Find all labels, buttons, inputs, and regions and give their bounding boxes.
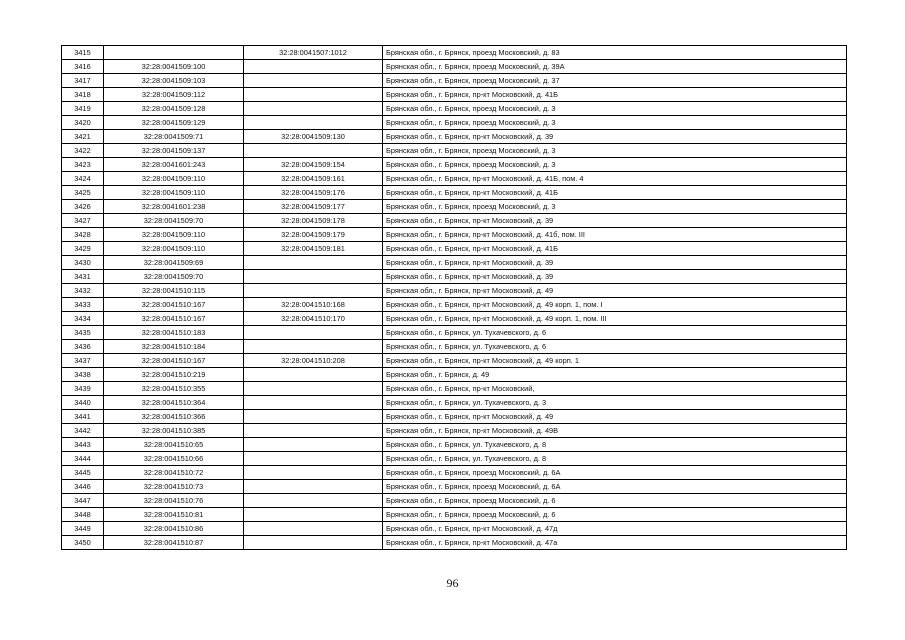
address-cell: Брянская обл., г. Брянск, проезд Московский, д. 39А	[383, 60, 847, 74]
cadastral-number-cell: 32:28:0041510:167	[104, 312, 244, 326]
address-cell: Брянская обл., г. Брянск, проезд Московский, д. 3	[383, 200, 847, 214]
row-number-cell: 3425	[62, 186, 104, 200]
address-cell: Брянская обл., г. Брянск, пр-кт Московский, д. 49	[383, 284, 847, 298]
related-cadastral-number-cell: 32:28:0041510:168	[244, 298, 383, 312]
cadastral-number-cell: 32:28:0041510:366	[104, 410, 244, 424]
row-number-cell: 3450	[62, 536, 104, 550]
table-row	[62, 284, 847, 298]
related-cadastral-number-cell: 32:28:0041510:170	[244, 312, 383, 326]
address-cell: Брянская обл., г. Брянск, проезд Московский, д. 3	[383, 144, 847, 158]
address-cell: Брянская обл., г. Брянск, проезд Московский, д. 83	[383, 46, 847, 60]
table-row	[62, 130, 847, 144]
cadastral-number-cell: 32:28:0041509:110	[104, 186, 244, 200]
table-row	[62, 368, 847, 382]
related-cadastral-number-cell	[244, 60, 383, 74]
table-row	[62, 466, 847, 480]
address-cell: Брянская обл., г. Брянск, проезд Московский, д. 3	[383, 116, 847, 130]
cadastral-number-cell: 32:28:0041510:184	[104, 340, 244, 354]
related-cadastral-number-cell	[244, 452, 383, 466]
address-cell: Брянская обл., г. Брянск, д. 49	[383, 368, 847, 382]
row-number-cell: 3442	[62, 424, 104, 438]
table-row	[62, 508, 847, 522]
related-cadastral-number-cell	[244, 382, 383, 396]
table-row	[62, 46, 847, 60]
address-cell: Брянская обл., г. Брянск, пр-кт Московский, д. 47д	[383, 522, 847, 536]
row-number-cell: 3447	[62, 494, 104, 508]
row-number-cell: 3446	[62, 480, 104, 494]
row-number-cell: 3415	[62, 46, 104, 60]
row-number-cell: 3426	[62, 200, 104, 214]
address-cell: Брянская обл., г. Брянск, пр-кт Московский, д. 39	[383, 214, 847, 228]
related-cadastral-number-cell	[244, 522, 383, 536]
table-row	[62, 102, 847, 116]
address-cell: Брянская обл., г. Брянск, проезд Московский, д. 6	[383, 494, 847, 508]
table-row	[62, 88, 847, 102]
cadastral-number-cell: 32:28:0041510:72	[104, 466, 244, 480]
cadastral-number-cell: 32:28:0041509:110	[104, 172, 244, 186]
cadastral-number-cell: 32:28:0041510:385	[104, 424, 244, 438]
address-cell: Брянская обл., г. Брянск, пр-кт Московский, д. 49В	[383, 424, 847, 438]
table-row	[62, 522, 847, 536]
address-cell: Брянская обл., г. Брянск, ул. Тухачевского, д. 6	[383, 340, 847, 354]
address-cell: Брянская обл., г. Брянск, пр-кт Московский, д. 49	[383, 410, 847, 424]
row-number-cell: 3435	[62, 326, 104, 340]
cadastral-number-cell: 32:28:0041510:65	[104, 438, 244, 452]
cadastral-number-cell: 32:28:0041510:115	[104, 284, 244, 298]
row-number-cell: 3419	[62, 102, 104, 116]
row-number-cell: 3424	[62, 172, 104, 186]
cadastral-number-cell: 32:28:0041601:238	[104, 200, 244, 214]
related-cadastral-number-cell	[244, 438, 383, 452]
row-number-cell: 3437	[62, 354, 104, 368]
address-cell: Брянская обл., г. Брянск, пр-кт Московский, д. 49 корп. 1, пом. III	[383, 312, 847, 326]
address-cell: Брянская обл., г. Брянск, проезд Московский, д. 3	[383, 158, 847, 172]
table-row	[62, 452, 847, 466]
address-cell: Брянская обл., г. Брянск, ул. Тухачевского, д. 6	[383, 326, 847, 340]
address-cell: Брянская обл., г. Брянск, пр-кт Московский, д. 49 корп. 1	[383, 354, 847, 368]
table-row	[62, 186, 847, 200]
related-cadastral-number-cell	[244, 424, 383, 438]
cadastral-number-cell	[104, 46, 244, 60]
row-number-cell: 3436	[62, 340, 104, 354]
row-number-cell: 3433	[62, 298, 104, 312]
cadastral-number-cell: 32:28:0041509:103	[104, 74, 244, 88]
row-number-cell: 3440	[62, 396, 104, 410]
table-row	[62, 354, 847, 368]
table-row	[62, 480, 847, 494]
table-body	[62, 46, 847, 550]
table-row	[62, 242, 847, 256]
row-number-cell: 3445	[62, 466, 104, 480]
cadastral-number-cell: 32:28:0041510:355	[104, 382, 244, 396]
cadastral-number-cell: 32:28:0041509:100	[104, 60, 244, 74]
address-cell: Брянская обл., г. Брянск, пр-кт Московский, д. 41Б	[383, 242, 847, 256]
address-cell: Брянская обл., г. Брянск, проезд Московский, д. 6А	[383, 466, 847, 480]
address-cell: Брянская обл., г. Брянск, проезд Московский, д. 3	[383, 102, 847, 116]
related-cadastral-number-cell	[244, 256, 383, 270]
related-cadastral-number-cell	[244, 74, 383, 88]
row-number-cell: 3431	[62, 270, 104, 284]
address-cell: Брянская обл., г. Брянск, пр-кт Московский, д. 41Б	[383, 186, 847, 200]
cadastral-number-cell: 32:28:0041510:364	[104, 396, 244, 410]
address-cell: Брянская обл., г. Брянск, пр-кт Московский, д. 49 корп. 1, пом. I	[383, 298, 847, 312]
cadastral-number-cell: 32:28:0041509:112	[104, 88, 244, 102]
address-cell: Брянская обл., г. Брянск, ул. Тухачевского, д. 8	[383, 452, 847, 466]
table-row	[62, 312, 847, 326]
table-row	[62, 214, 847, 228]
table-row	[62, 326, 847, 340]
cadastral-number-cell: 32:28:0041510:76	[104, 494, 244, 508]
related-cadastral-number-cell	[244, 270, 383, 284]
cadastral-number-cell: 32:28:0041509:70	[104, 214, 244, 228]
table-row	[62, 256, 847, 270]
row-number-cell: 3420	[62, 116, 104, 130]
related-cadastral-number-cell: 32:28:0041509:177	[244, 200, 383, 214]
table-row	[62, 410, 847, 424]
address-cell: Брянская обл., г. Брянск, ул. Тухачевского, д. 8	[383, 438, 847, 452]
cadastral-number-cell: 32:28:0041509:137	[104, 144, 244, 158]
document-table	[61, 45, 847, 550]
cadastral-number-cell: 32:28:0041510:219	[104, 368, 244, 382]
table-row	[62, 74, 847, 88]
table-row	[62, 438, 847, 452]
address-cell: Брянская обл., г. Брянск, пр-кт Московский, д. 39	[383, 130, 847, 144]
address-cell: Брянская обл., г. Брянск, пр-кт Московский, д. 47а	[383, 536, 847, 550]
address-cell: Брянская обл., г. Брянск, проезд Московский, д. 37	[383, 74, 847, 88]
cadastral-number-cell: 32:28:0041509:110	[104, 228, 244, 242]
address-cell: Брянская обл., г. Брянск, проезд Московский, д. 6А	[383, 480, 847, 494]
cadastral-number-cell: 32:28:0041509:129	[104, 116, 244, 130]
cadastral-number-cell: 32:28:0041509:128	[104, 102, 244, 116]
related-cadastral-number-cell: 32:28:0041509:178	[244, 214, 383, 228]
cadastral-number-cell: 32:28:0041510:183	[104, 326, 244, 340]
table-row	[62, 270, 847, 284]
address-cell: Брянская обл., г. Брянск, пр-кт Московский, д. 41Б, пом. 4	[383, 172, 847, 186]
cadastral-number-cell: 32:28:0041510:167	[104, 298, 244, 312]
related-cadastral-number-cell: 32:28:0041507:1012	[244, 46, 383, 60]
table-row	[62, 494, 847, 508]
table-row	[62, 158, 847, 172]
table-row	[62, 200, 847, 214]
row-number-cell: 3439	[62, 382, 104, 396]
cadastral-number-cell: 32:28:0041509:71	[104, 130, 244, 144]
related-cadastral-number-cell	[244, 144, 383, 158]
table-row	[62, 144, 847, 158]
row-number-cell: 3448	[62, 508, 104, 522]
related-cadastral-number-cell	[244, 536, 383, 550]
cadastral-number-cell: 32:28:0041510:167	[104, 354, 244, 368]
related-cadastral-number-cell: 32:28:0041509:179	[244, 228, 383, 242]
row-number-cell: 3423	[62, 158, 104, 172]
related-cadastral-number-cell	[244, 340, 383, 354]
table-row	[62, 60, 847, 74]
table-row	[62, 172, 847, 186]
row-number-cell: 3421	[62, 130, 104, 144]
address-cell: Брянская обл., г. Брянск, пр-кт Московский, д. 41Б	[383, 88, 847, 102]
table-row	[62, 382, 847, 396]
row-number-cell: 3417	[62, 74, 104, 88]
related-cadastral-number-cell	[244, 396, 383, 410]
cadastral-number-cell: 32:28:0041510:66	[104, 452, 244, 466]
related-cadastral-number-cell	[244, 480, 383, 494]
row-number-cell: 3429	[62, 242, 104, 256]
cadastral-number-cell: 32:28:0041601:243	[104, 158, 244, 172]
address-cell: Брянская обл., г. Брянск, пр-кт Московский, д. 39	[383, 256, 847, 270]
table-row	[62, 424, 847, 438]
cadastral-number-cell: 32:28:0041510:86	[104, 522, 244, 536]
cadastral-number-cell: 32:28:0041510:87	[104, 536, 244, 550]
related-cadastral-number-cell: 32:28:0041509:181	[244, 242, 383, 256]
row-number-cell: 3422	[62, 144, 104, 158]
address-cell: Брянская обл., г. Брянск, пр-кт Московский, д. 41б, пом. III	[383, 228, 847, 242]
related-cadastral-number-cell: 32:28:0041509:161	[244, 172, 383, 186]
cadastral-number-cell: 32:28:0041509:70	[104, 270, 244, 284]
related-cadastral-number-cell: 32:28:0041509:176	[244, 186, 383, 200]
row-number-cell: 3438	[62, 368, 104, 382]
related-cadastral-number-cell	[244, 88, 383, 102]
cadastral-number-cell: 32:28:0041509:110	[104, 242, 244, 256]
related-cadastral-number-cell	[244, 102, 383, 116]
row-number-cell: 3418	[62, 88, 104, 102]
address-cell: Брянская обл., г. Брянск, проезд Московский, д. 6	[383, 508, 847, 522]
cadastral-number-cell: 32:28:0041510:73	[104, 480, 244, 494]
related-cadastral-number-cell: 32:28:0041510:208	[244, 354, 383, 368]
table-row	[62, 228, 847, 242]
cadastral-number-cell: 32:28:0041510:81	[104, 508, 244, 522]
row-number-cell: 3430	[62, 256, 104, 270]
related-cadastral-number-cell: 32:28:0041509:154	[244, 158, 383, 172]
address-cell: Брянская обл., г. Брянск, пр-кт Московский,	[383, 382, 847, 396]
row-number-cell: 3441	[62, 410, 104, 424]
address-cell: Брянская обл., г. Брянск, ул. Тухачевского, д. 3	[383, 396, 847, 410]
table-row	[62, 536, 847, 550]
cadastral-number-cell: 32:28:0041509:69	[104, 256, 244, 270]
row-number-cell: 3444	[62, 452, 104, 466]
related-cadastral-number-cell	[244, 284, 383, 298]
table-row	[62, 396, 847, 410]
table-row	[62, 340, 847, 354]
row-number-cell: 3449	[62, 522, 104, 536]
related-cadastral-number-cell	[244, 508, 383, 522]
row-number-cell: 3427	[62, 214, 104, 228]
related-cadastral-number-cell: 32:28:0041509:130	[244, 130, 383, 144]
row-number-cell: 3443	[62, 438, 104, 452]
related-cadastral-number-cell	[244, 326, 383, 340]
row-number-cell: 3428	[62, 228, 104, 242]
address-cell: Брянская обл., г. Брянск, пр-кт Московский, д. 39	[383, 270, 847, 284]
related-cadastral-number-cell	[244, 410, 383, 424]
table-row	[62, 298, 847, 312]
page-number: 96	[446, 576, 459, 590]
related-cadastral-number-cell	[244, 368, 383, 382]
row-number-cell: 3434	[62, 312, 104, 326]
row-number-cell: 3432	[62, 284, 104, 298]
related-cadastral-number-cell	[244, 466, 383, 480]
row-number-cell: 3416	[62, 60, 104, 74]
related-cadastral-number-cell	[244, 116, 383, 130]
related-cadastral-number-cell	[244, 494, 383, 508]
table-row	[62, 116, 847, 130]
